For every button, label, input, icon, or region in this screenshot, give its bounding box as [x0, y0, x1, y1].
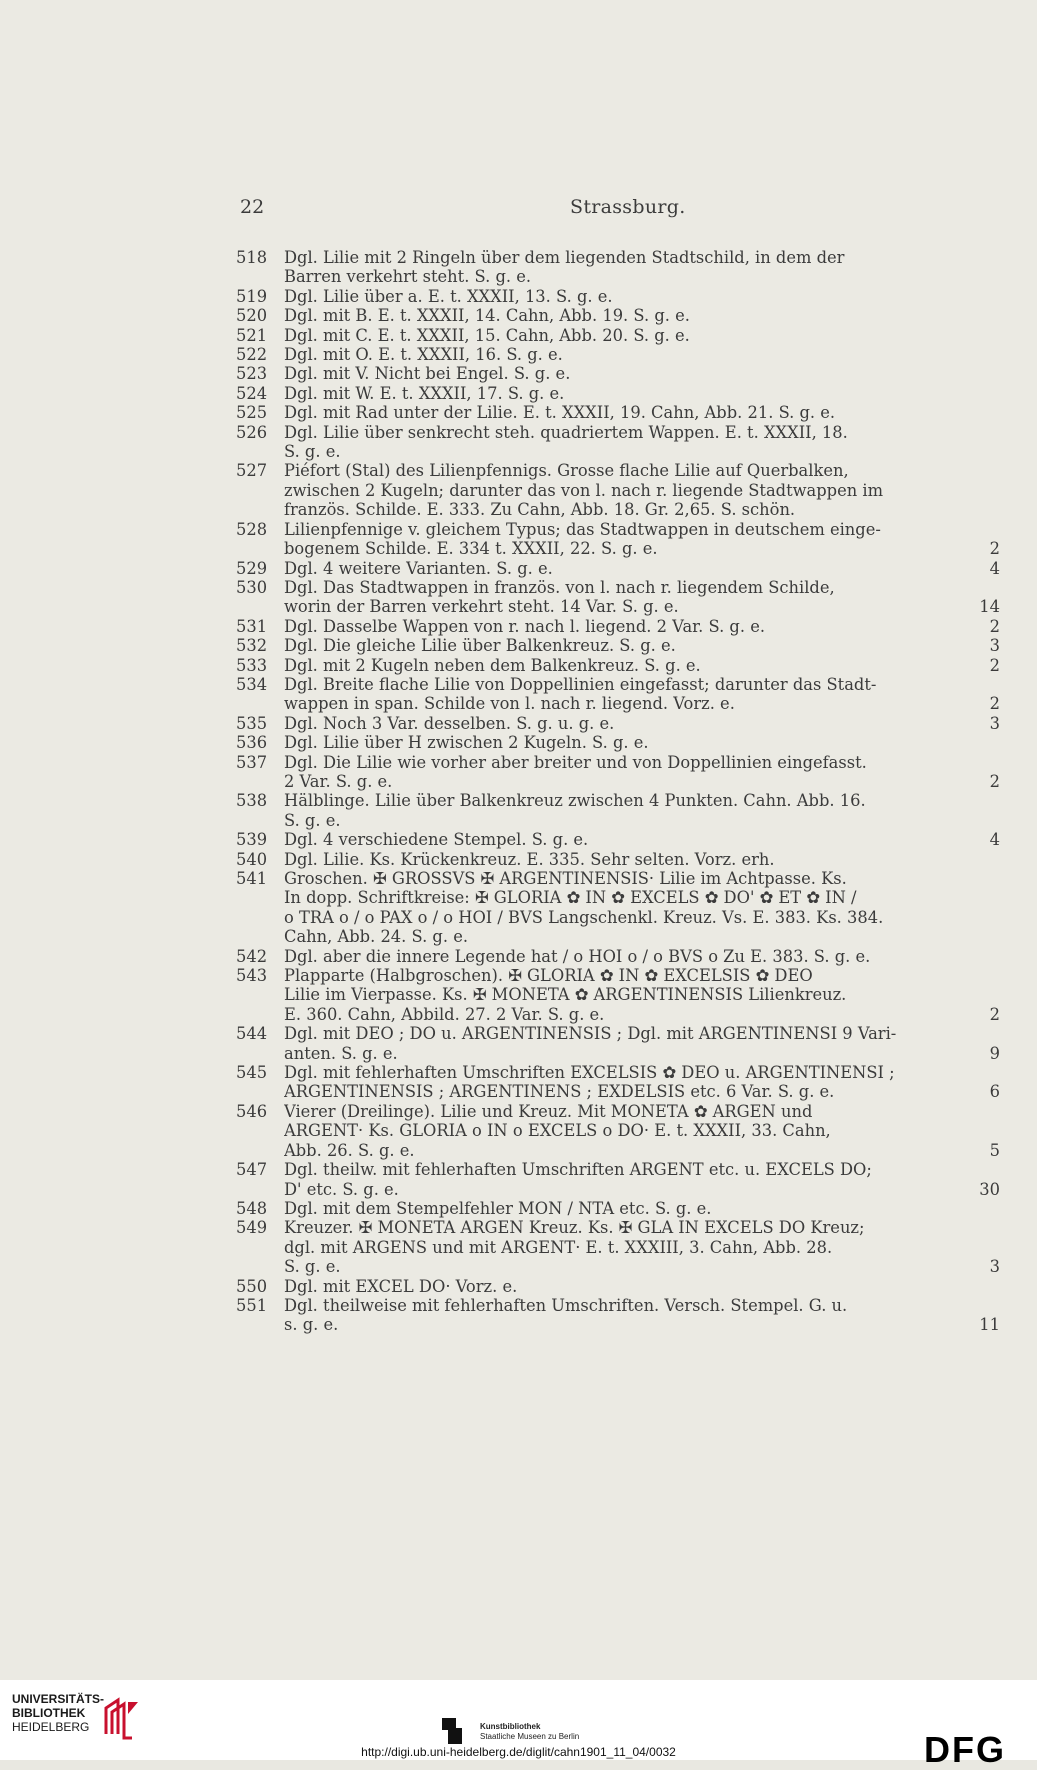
catalogue-entry	[236, 636, 1000, 655]
entry-line	[284, 306, 1000, 325]
entry-text	[284, 403, 1000, 422]
entry-text	[284, 1296, 1000, 1335]
entry-text	[284, 1218, 1000, 1276]
entry-quantity: 14	[979, 597, 1000, 617]
entry-text	[284, 1277, 1000, 1296]
entry-line-text: S. g. e.	[284, 1257, 341, 1277]
entry-text	[284, 869, 1000, 947]
ub-heidelberg-mark-icon	[98, 1694, 146, 1742]
entry-number: 539	[236, 830, 268, 850]
entry-line-text: Kreuzer. ✠ MONETA ARGEN Kreuz. Ks. ✠ GLA IN EXCELS DO Kreuz;	[284, 1218, 865, 1238]
entry-number: 535	[236, 713, 268, 733]
entry-text	[284, 850, 1000, 869]
entry-line	[284, 578, 1000, 597]
entry-number: 545	[236, 1063, 268, 1083]
entry-number: 523	[236, 364, 268, 384]
entry-number: 524	[236, 383, 268, 403]
entry-quantity: 4	[989, 558, 1000, 578]
entry-text	[284, 830, 1000, 849]
entry-line-text: Dgl. mit W. E. t. XXXII, 17. S. g. e.	[284, 383, 565, 403]
entry-line-text: Dgl. mit 2 Kugeln neben dem Balkenkreuz. S. g. e.	[284, 655, 701, 675]
entry-line	[284, 966, 1000, 985]
entry-text	[284, 248, 1000, 287]
entry-line	[284, 636, 1000, 655]
entry-line	[284, 520, 1000, 539]
catalogue-entry	[236, 1218, 1000, 1276]
entry-line-text: Dgl. Noch 3 Var. desselben. S. g. u. g. e.	[284, 713, 615, 733]
entry-number: 538	[236, 791, 268, 811]
entry-line-text: Dgl. mit dem Stempelfehler MON / NTA etc. S. g. e.	[284, 1198, 712, 1218]
entry-line	[284, 461, 1000, 480]
entry-number: 528	[236, 519, 268, 539]
catalogue-entry	[236, 791, 1000, 830]
catalogue-entry	[236, 423, 1000, 462]
entry-line-text: E. 360. Cahn, Abbild. 27. 2 Var. S. g. e.	[284, 1004, 605, 1024]
entry-line-text: Lilienpfennige v. gleichem Typus; das Stadtwappen in deutschem einge-	[284, 519, 881, 539]
entry-line-text: Hälblinge. Lilie über Balkenkreuz zwischen 4 Punkten. Cahn. Abb. 16.	[284, 791, 866, 811]
entry-line-text: Dgl. aber die innere Legende hat / o HOI o / o BVS o Zu E. 383. S. g. e.	[284, 946, 871, 966]
entry-line	[284, 811, 1000, 830]
entry-quantity: 3	[989, 1257, 1000, 1277]
entry-number: 541	[236, 869, 268, 888]
entry-number: 546	[236, 1101, 268, 1121]
entry-quantity: 5	[989, 1140, 1000, 1160]
entry-number: 549	[236, 1218, 268, 1238]
entry-line	[284, 248, 1000, 267]
entry-text	[284, 345, 1000, 364]
entry-text	[284, 966, 1000, 1024]
logo-line-1: UNIVERSITÄTS-	[12, 1692, 105, 1706]
entry-text	[284, 578, 1000, 617]
entry-quantity: 6	[989, 1082, 1000, 1102]
entry-line-text: Dgl. mit fehlerhaften Umschriften EXCELSIS ✿ DEO u. ARGENTINENSI ;	[284, 1063, 895, 1083]
catalogue-entry	[236, 461, 1000, 519]
entry-number: 518	[236, 248, 268, 267]
entry-quantity: 30	[979, 1179, 1000, 1199]
catalogue-entry	[236, 675, 1000, 714]
entry-number: 543	[236, 966, 268, 986]
entry-number: 544	[236, 1024, 268, 1044]
entry-number: 548	[236, 1198, 268, 1218]
entry-line	[284, 481, 1000, 500]
entry-text	[284, 287, 1000, 306]
entry-line-text: ARGENTINENSIS ; ARGENTINENS ; EXDELSIS etc. 6 Var. S. g. e.	[284, 1082, 835, 1102]
entry-text	[284, 1063, 1000, 1102]
entry-line-text: Dgl. theilw. mit fehlerhaften Umschriften ARGENT etc. u. EXCELS DO;	[284, 1160, 872, 1180]
entry-line	[284, 1044, 1000, 1063]
entry-line-text: Dgl. mit DEO ; DO u. ARGENTINENSIS ; Dgl. mit ARGENTINENSI 9 Vari-	[284, 1024, 897, 1044]
entry-text	[284, 384, 1000, 403]
entry-line	[284, 772, 1000, 791]
entry-line	[284, 500, 1000, 519]
entry-line-text: Dgl. Das Stadtwappen in französ. von l. nach r. liegendem Schilde,	[284, 577, 835, 597]
entry-line	[284, 1082, 1000, 1101]
entry-line-text: Dgl. Dasselbe Wappen von r. nach l. liegend. 2 Var. S. g. e.	[284, 616, 766, 636]
entry-line	[284, 1277, 1000, 1296]
entry-line	[284, 753, 1000, 772]
entry-line-text: 2 Var. S. g. e.	[284, 771, 393, 791]
entry-quantity: 2	[989, 694, 1000, 714]
entry-line-text: Dgl. 4 weitere Varianten. S. g. e.	[284, 558, 553, 578]
entry-line-text: Dgl. Lilie über a. E. t. XXXII, 13. S. g. e.	[284, 286, 613, 306]
entry-text	[284, 714, 1000, 733]
entry-number: 531	[236, 616, 268, 636]
catalogue-entry	[236, 364, 1000, 383]
entry-number: 521	[236, 325, 268, 345]
entry-line	[284, 908, 1000, 927]
entry-line-text: o TRA o / o PAX o / o HOI / BVS Langschenkl. Kreuz. Vs. E. 383. Ks. 384.	[284, 907, 884, 927]
catalogue-entry	[236, 306, 1000, 325]
entry-text	[284, 675, 1000, 714]
entry-line	[284, 927, 1000, 946]
entry-quantity: 11	[979, 1315, 1000, 1335]
catalogue-entry	[236, 617, 1000, 636]
entry-line-text: Piéfort (Stal) des Lilienpfennigs. Grosse flache Lilie auf Querbalken,	[284, 461, 849, 481]
entry-line	[284, 694, 1000, 713]
entry-line-text: dgl. mit ARGENS und mit ARGENT· E. t. XXXIII, 3. Cahn, Abb. 28.	[284, 1237, 833, 1257]
catalogue-entry	[236, 714, 1000, 733]
entry-line	[284, 656, 1000, 675]
entry-line-text: Dgl. mit V. Nicht bei Engel. S. g. e.	[284, 364, 571, 384]
page-header	[240, 196, 1000, 222]
source-url[interactable]: http://digi.ub.uni-heidelberg.de/diglit/cahn1901_11_04/0032	[361, 1745, 676, 1759]
entry-line-text: Dgl. Die Lilie wie vorher aber breiter und von Doppellinien eingefasst.	[284, 752, 867, 772]
entry-text	[284, 1102, 1000, 1160]
entry-line-text: wappen in span. Schilde von l. nach r. liegend. Vorz. e.	[284, 694, 735, 714]
entry-line	[284, 1005, 1000, 1024]
entry-line	[284, 539, 1000, 558]
entry-line	[284, 287, 1000, 306]
entry-line	[284, 714, 1000, 733]
entry-line	[284, 326, 1000, 345]
entry-quantity: 2	[989, 539, 1000, 559]
entry-text	[284, 559, 1000, 578]
entry-line	[284, 947, 1000, 966]
entry-line-text: Dgl. Lilie. Ks. Krückenkreuz. E. 335. Sehr selten. Vorz. erh.	[284, 849, 775, 869]
entry-number: 527	[236, 461, 268, 481]
entry-line-text: Dgl. theilweise mit fehlerhaften Umschriften. Versch. Stempel. G. u.	[284, 1295, 848, 1315]
catalogue-entry	[236, 850, 1000, 869]
entry-text	[284, 423, 1000, 462]
entry-line-text: französ. Schilde. E. 333. Zu Cahn, Abb. 18. Gr. 2,65. S. schön.	[284, 500, 796, 520]
entry-line-text: Plapparte (Halbgroschen). ✠ GLORIA ✿ IN ✿ EXCELSIS ✿ DEO	[284, 966, 813, 986]
catalogue-entry	[236, 578, 1000, 617]
entry-quantity: 9	[989, 1043, 1000, 1063]
entry-line-text: In dopp. Schriftkreise: ✠ GLORIA ✿ IN ✿ EXCELS ✿ DO' ✿ ET ✿ IN /	[284, 888, 857, 908]
entry-line	[284, 559, 1000, 578]
catalogue-entry	[236, 869, 1000, 947]
entry-line	[284, 1160, 1000, 1179]
entry-quantity: 2	[989, 1004, 1000, 1024]
entry-line	[284, 888, 1000, 907]
entry-line-text: s. g. e.	[284, 1315, 339, 1335]
entry-line-text: Dgl. mit Rad unter der Lilie. E. t. XXXII, 19. Cahn, Abb. 21. S. g. e.	[284, 403, 836, 423]
entry-number: 529	[236, 558, 268, 578]
entry-line-text: D' etc. S. g. e.	[284, 1179, 399, 1199]
kb-line-1: Kunstbibliothek	[480, 1722, 541, 1731]
entry-line	[284, 1257, 1000, 1276]
entry-line	[284, 1315, 1000, 1334]
entry-line	[284, 675, 1000, 694]
entry-line-text: zwischen 2 Kugeln; darunter das von l. nach r. liegende Stadtwappen im	[284, 480, 884, 500]
entry-line-text: Dgl. Die gleiche Lilie über Balkenkreuz. S. g. e.	[284, 636, 676, 656]
entry-line-text: ARGENT· Ks. GLORIA o IN o EXCELS o DO· E. t. XXXII, 33. Cahn,	[284, 1121, 831, 1141]
entry-quantity: 3	[989, 713, 1000, 733]
catalogue-entry	[236, 947, 1000, 966]
entry-number: 533	[236, 655, 268, 675]
page-number: 22	[240, 196, 265, 218]
entry-line-text: Dgl. Lilie mit 2 Ringeln über dem liegenden Stadtschild, in dem der	[284, 248, 845, 267]
entry-text	[284, 636, 1000, 655]
entry-line	[284, 597, 1000, 616]
catalogue-entry	[236, 830, 1000, 849]
entry-line	[284, 791, 1000, 810]
catalogue-entry	[236, 753, 1000, 792]
catalogue-entry	[236, 656, 1000, 675]
entry-line	[284, 617, 1000, 636]
entry-number: 547	[236, 1160, 268, 1180]
entry-number: 519	[236, 286, 268, 306]
catalogue-entries	[236, 248, 1000, 1335]
entry-number: 536	[236, 733, 268, 753]
catalogue-entry	[236, 1063, 1000, 1102]
entry-number: 542	[236, 946, 268, 966]
catalogue-entry	[236, 1199, 1000, 1218]
entry-line-text: Barren verkehrt steht. S. g. e.	[284, 267, 532, 287]
entry-line	[284, 442, 1000, 461]
entry-line-text: Dgl. Lilie über H zwischen 2 Kugeln. S. g. e.	[284, 733, 649, 753]
entry-line	[284, 403, 1000, 422]
entry-text	[284, 947, 1000, 966]
entry-line-text: bogenem Schilde. E. 334 t. XXXII, 22. S. g. e.	[284, 539, 658, 559]
entry-quantity: 2	[989, 771, 1000, 791]
entry-line	[284, 384, 1000, 403]
entry-line-text: Dgl. mit EXCEL DO· Vorz. e.	[284, 1276, 518, 1296]
entry-line	[284, 1063, 1000, 1082]
kunstbibliothek-logo-icon	[442, 1718, 464, 1744]
entry-line-text: Cahn, Abb. 24. S. g. e.	[284, 927, 469, 947]
entry-line-text: Dgl. mit B. E. t. XXXII, 14. Cahn, Abb. 19. S. g. e.	[284, 306, 690, 326]
entry-text	[284, 1160, 1000, 1199]
entry-number: 522	[236, 345, 268, 365]
entry-text	[284, 656, 1000, 675]
catalogue-entry	[236, 520, 1000, 559]
entry-text	[284, 520, 1000, 559]
entry-text	[284, 326, 1000, 345]
catalogue-entry	[236, 559, 1000, 578]
entry-quantity: 2	[989, 616, 1000, 636]
entry-number: 526	[236, 422, 268, 442]
entry-number: 530	[236, 577, 268, 597]
catalogue-entry	[236, 384, 1000, 403]
catalogue-entry	[236, 966, 1000, 1024]
entry-line-text: Abb. 26. S. g. e.	[284, 1140, 415, 1160]
entry-line	[284, 850, 1000, 869]
entry-line	[284, 345, 1000, 364]
catalogue-entry	[236, 1102, 1000, 1160]
entry-number: 540	[236, 849, 268, 869]
entry-line	[284, 869, 1000, 888]
entry-text	[284, 461, 1000, 519]
entry-line	[284, 1102, 1000, 1121]
entry-line-text: S. g. e.	[284, 442, 341, 462]
dfg-logo[interactable]: DFG	[924, 1729, 1006, 1770]
entry-line	[284, 830, 1000, 849]
entry-line	[284, 985, 1000, 1004]
running-title: Strassburg.	[570, 196, 686, 218]
entry-number: 537	[236, 752, 268, 772]
entry-line	[284, 1296, 1000, 1315]
kb-line-2: Staatliche Museen zu Berlin	[480, 1732, 580, 1741]
catalogue-entry	[236, 287, 1000, 306]
entry-number: 550	[236, 1276, 268, 1296]
entry-number: 532	[236, 636, 268, 656]
entry-quantity: 3	[989, 636, 1000, 656]
entry-line	[284, 1121, 1000, 1140]
entry-text	[284, 753, 1000, 792]
entry-line	[284, 1180, 1000, 1199]
entry-text	[284, 617, 1000, 636]
entry-line	[284, 1141, 1000, 1160]
entry-text	[284, 791, 1000, 830]
entry-number: 520	[236, 306, 268, 326]
entry-line	[284, 1238, 1000, 1257]
kunstbibliothek-label[interactable]	[480, 1722, 579, 1742]
catalogue-entry	[236, 1160, 1000, 1199]
entry-line	[284, 733, 1000, 752]
entry-line-text: Dgl. mit O. E. t. XXXII, 16. S. g. e.	[284, 345, 563, 365]
entry-line	[284, 1199, 1000, 1218]
catalogue-entry	[236, 248, 1000, 287]
logo-line-3: HEIDELBERG	[12, 1720, 90, 1734]
entry-number: 525	[236, 403, 268, 423]
entry-number: 534	[236, 674, 268, 694]
catalogue-entry	[236, 403, 1000, 422]
logo-line-2: BIBLIOTHEK	[12, 1706, 86, 1720]
entry-line-text: Dgl. 4 verschiedene Stempel. S. g. e.	[284, 830, 589, 850]
entry-line-text: Dgl. Breite flache Lilie von Doppellinien eingefasst; darunter das Stadt-	[284, 674, 877, 694]
entry-line-text: S. g. e.	[284, 810, 341, 830]
entry-text	[284, 1199, 1000, 1218]
entry-text	[284, 1024, 1000, 1063]
entry-line-text: Dgl. Lilie über senkrecht steh. quadriertem Wappen. E. t. XXXII, 18.	[284, 422, 848, 442]
catalogue-entry	[236, 326, 1000, 345]
entry-line-text: Groschen. ✠ GROSSVS ✠ ARGENTINENSIS· Lilie im Achtpasse. Ks.	[284, 869, 847, 888]
catalogue-entry	[236, 1024, 1000, 1063]
entry-line	[284, 267, 1000, 286]
entry-text	[284, 733, 1000, 752]
catalogue-entry	[236, 733, 1000, 752]
entry-line	[284, 423, 1000, 442]
entry-quantity: 2	[989, 655, 1000, 675]
entry-line	[284, 1218, 1000, 1237]
entry-line-text: Vierer (Dreilinge). Lilie und Kreuz. Mit MONETA ✿ ARGEN und	[284, 1101, 813, 1121]
catalogue-entry	[236, 345, 1000, 364]
entry-number: 551	[236, 1295, 268, 1315]
entry-line-text: Dgl. mit C. E. t. XXXII, 15. Cahn, Abb. 20. S. g. e.	[284, 325, 690, 345]
catalogue-entry	[236, 1296, 1000, 1335]
entry-text	[284, 364, 1000, 383]
entry-line-text: anten. S. g. e.	[284, 1043, 398, 1063]
entry-line	[284, 364, 1000, 383]
catalogue-entry	[236, 1277, 1000, 1296]
entry-line-text: worin der Barren verkehrt steht. 14 Var. S. g. e.	[284, 597, 679, 617]
entry-line-text: Lilie im Vierpasse. Ks. ✠ MONETA ✿ ARGENTINENSIS Lilienkreuz.	[284, 985, 847, 1005]
entry-line	[284, 1024, 1000, 1043]
entry-text	[284, 306, 1000, 325]
entry-quantity: 4	[989, 830, 1000, 850]
